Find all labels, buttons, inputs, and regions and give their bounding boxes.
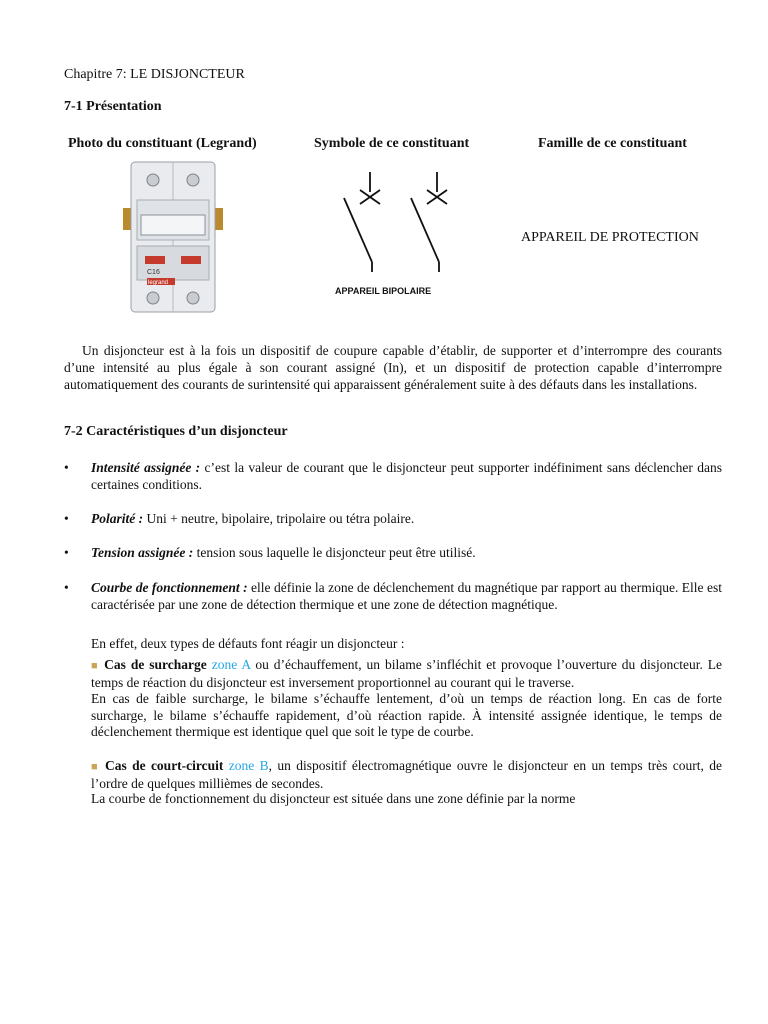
court-circuit-text: , un dispositif électromagnétique ouvre le disjoncteur en un temps très court, de l’ordre de quelques millièmes de secondes. [91,758,722,791]
breaker-brand-text: legrand [148,280,169,286]
bipolar-breaker-symbol [330,168,460,278]
zone-a-label: zone A [211,657,251,672]
family-column-header: Famille de ce constituant [538,136,687,151]
chapter-name: LE DISJONCTEUR [130,67,245,82]
court-circuit-block [91,758,722,792]
bullet-term: Polarité : [91,511,144,526]
bullet-dot-icon: • [64,545,69,560]
symbol-caption: APPAREIL BIPOLAIRE [335,286,432,296]
square-bullet-icon: ■ [91,761,100,773]
bullet-term: Intensité assignée : [91,460,201,475]
bullet-term: Tension assignée : [91,545,194,560]
chapter-title [64,67,245,83]
section-1-heading: 7-1 Présentation [64,99,162,114]
section-2-heading: 7-2 Caractéristiques d’un disjoncteur [64,424,288,439]
surcharge-text-2: En cas de faible surcharge, le bilame s’échauffe lentement, d’où un temps de réaction long. En cas de forte surcharge, le bilame s’échauffe rapidement, d’où réaction rapide. À intensité assignée identique, le temps de déclenchement thermique est identique quel que soit le type de courbe. [91,691,722,739]
zone-b-label: zone B [228,758,269,773]
bullet-dot-icon: • [64,460,69,475]
family-value: APPAREIL DE PROTECTION [521,230,699,245]
bullet-text: Uni + neutre, bipolaire, tripolaire ou tétra polaire. [143,511,415,526]
surcharge-text: ou d’échauffement, un bilame s’infléchit et provoque l’ouverture du disjoncteur. Le temps de réaction du disjoncteur est inversement proportionnel au courant qui le traverse. [91,657,723,690]
intro-paragraph: Un disjoncteur est à la fois un dispositif de coupure capable d’établir, de supporter et d’interrompre des courants d’une intensité au plus égale à son courant assigné (In), et un dispositif de protection capable d’interrompre automatiquement des courants de surintensité qui apparaissent généralement suite à des défauts dans les installations. [64,343,722,392]
court-circuit-label: Cas de court-circuit [104,758,224,773]
bullet-text: tension sous laquelle le disjoncteur peut être utilisé. [193,545,476,560]
photo-column-header: Photo du constituant (Legrand) [68,136,257,151]
bullet-text: elle définie la zone de déclenchement du magnétique par rapport au thermique. Elle est caractérisée par une zone de détection thermique et une zone de détection magnétique. [91,580,722,612]
last-line: La courbe de fonctionnement du disjoncteur est située dans une zone définie par la norme [91,791,576,806]
bullet-dot-icon: • [64,580,69,595]
square-bullet-icon: ■ [91,660,100,672]
symbol-column-header: Symbole de ce constituant [314,136,470,151]
surcharge-label: Cas de surcharge [104,657,207,672]
bullet-term: Courbe de fonctionnement : [91,580,248,595]
bullet-text: c’est la valeur de courant que le disjoncteur peut supporter indéfiniment sans déclencher dans certaines conditions. [91,460,722,492]
breaker-rating-text: C16 [147,269,160,276]
effet-line: En effet, deux types de défauts font réagir un disjoncteur : [91,636,405,651]
chapter-prefix: Chapitre 7: [64,67,131,82]
bullet-dot-icon: • [64,511,69,526]
surcharge-block [91,657,722,741]
circuit-breaker-photo [123,160,223,315]
